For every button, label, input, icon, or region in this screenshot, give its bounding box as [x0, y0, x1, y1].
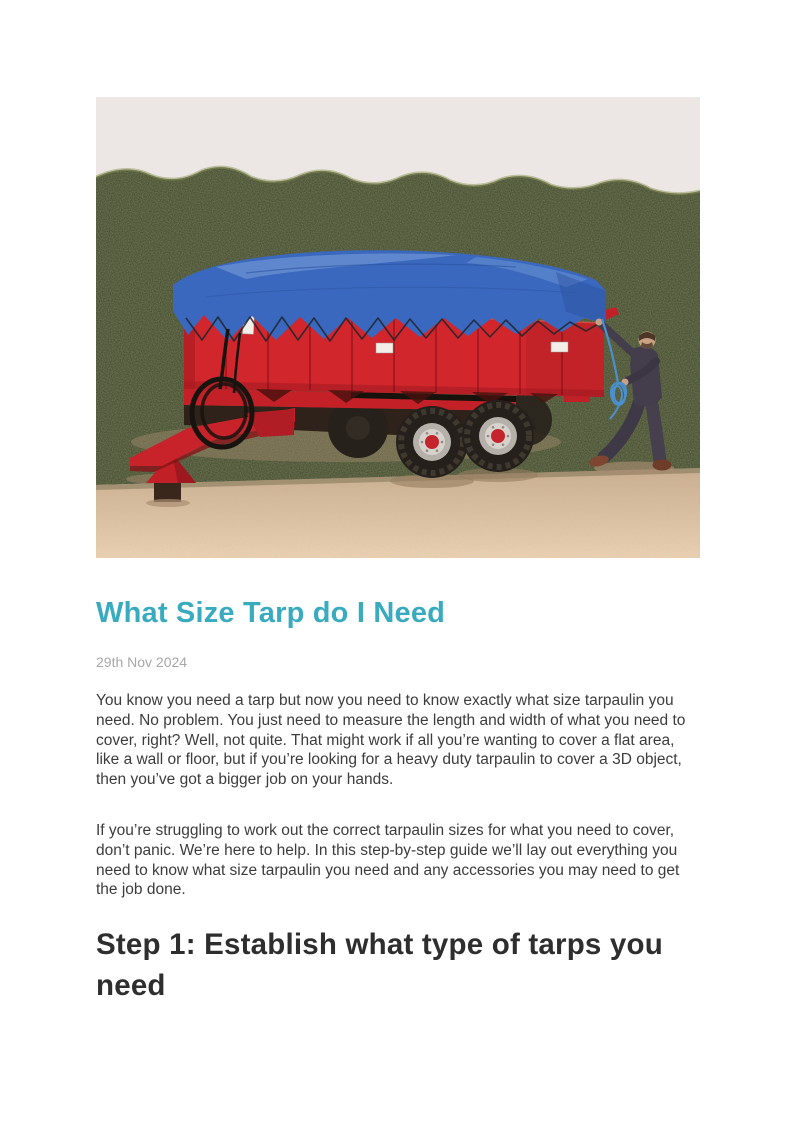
publish-date: 29th Nov 2024 — [96, 654, 188, 670]
info-label — [551, 342, 568, 352]
article-content — [96, 97, 700, 1006]
article-paragraph-1: You know you need a tarp but now you need to know exactly what size tarpaulin you need. No problem. You just need to measure the length and width of what you need to cover, right? Well, not quite. That might work if all you’re wanting to cover a flat area, like a wall or floor, but if you’re looking for a heavy duty tarpaulin to cover a 3D object, then you’ve got a bigger job on your hands. — [96, 692, 686, 789]
stand-block — [154, 481, 181, 502]
article-paragraph-2: If you’re struggling to work out the correct tarpaulin sizes for what you need to cover, don’t panic. We’re here to help. In this step-by-step guide we’ll lay out everything you need to know what size tarpaulin you need and any accessories you may need to get the job done. — [96, 821, 680, 899]
wheel-hub — [425, 435, 439, 449]
man-right-boot — [653, 460, 672, 471]
page-title: What Size Tarp do I Need — [96, 597, 446, 629]
man-right-leg — [652, 405, 660, 461]
section-heading-step-1: Step 1: Establish what type of tarps you need — [96, 928, 663, 1003]
info-label — [376, 343, 393, 353]
wheel-hub — [491, 429, 505, 443]
hero-photo-illustration — [96, 97, 700, 558]
hero-image — [96, 97, 700, 558]
